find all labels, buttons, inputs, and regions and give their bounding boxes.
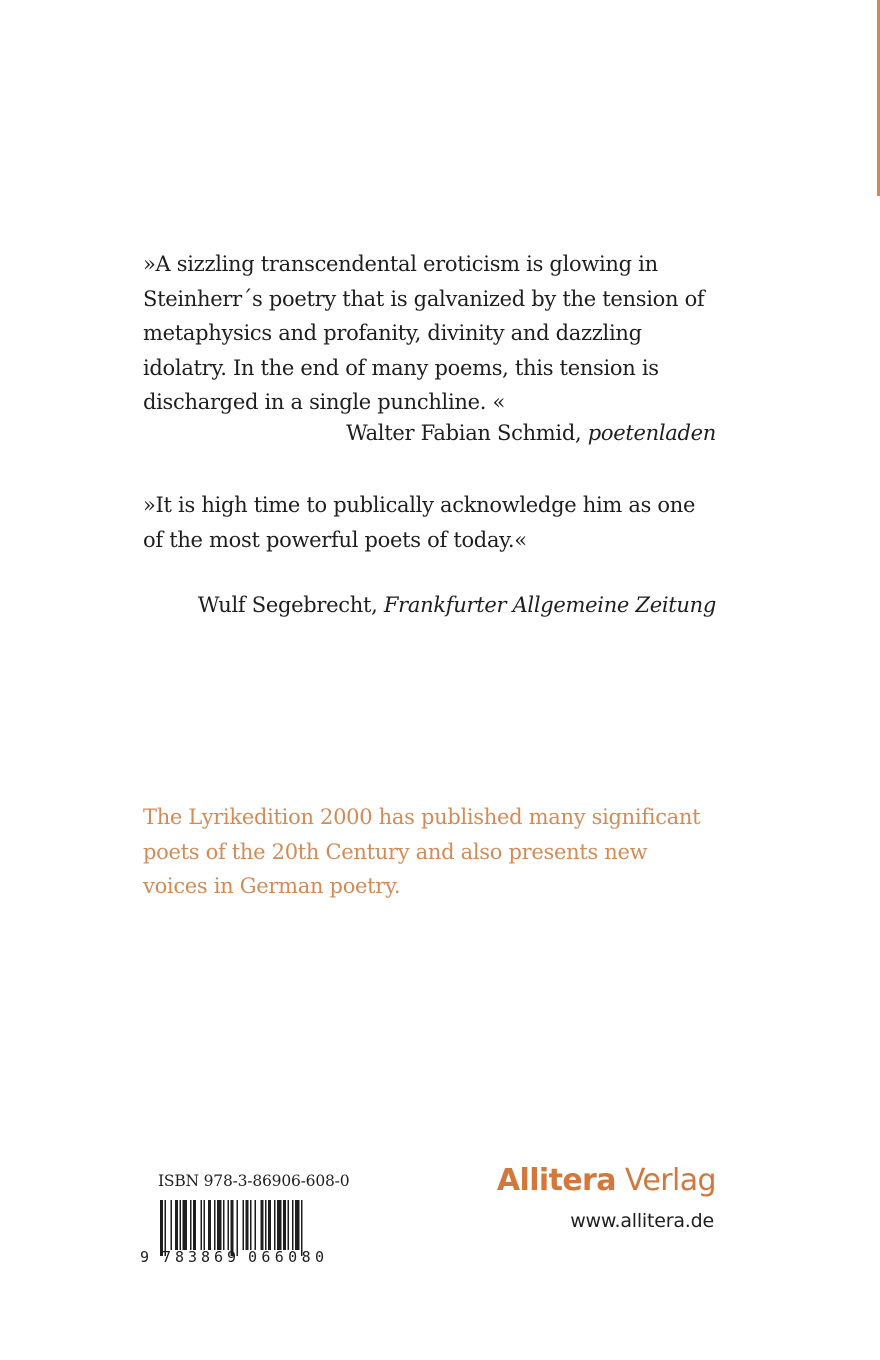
barcode-bar bbox=[180, 1200, 182, 1250]
barcode-bar bbox=[175, 1200, 178, 1250]
barcode-bar bbox=[190, 1200, 192, 1250]
publisher-website: www.allitera.de bbox=[570, 1210, 714, 1232]
barcode-bar bbox=[214, 1200, 216, 1250]
barcode-bar bbox=[295, 1200, 300, 1250]
barcode-bar bbox=[265, 1200, 267, 1250]
quote-attribution-1 bbox=[346, 421, 716, 445]
barcode-bar bbox=[288, 1200, 290, 1250]
barcode-bar bbox=[246, 1200, 249, 1250]
review-quote-2: »It is high time to publically acknowledge him as one of the most powerful poets of today.« bbox=[143, 493, 696, 552]
quote-source-1: poetenladen bbox=[587, 421, 716, 445]
barcode-bar bbox=[208, 1200, 211, 1250]
barcode-bar bbox=[243, 1200, 245, 1250]
publisher-name bbox=[497, 1163, 716, 1198]
barcode-bar bbox=[268, 1200, 271, 1250]
barcode-bar bbox=[237, 1200, 239, 1256]
publisher-name-bold: Allitera bbox=[496, 1163, 616, 1198]
barcode-bar bbox=[283, 1200, 286, 1250]
barcode-bar bbox=[250, 1200, 252, 1250]
quote-author-1: Walter Fabian Schmid, bbox=[346, 421, 582, 445]
quote-author-2: Wulf Segebrecht, bbox=[197, 593, 378, 617]
barcode-bar bbox=[277, 1200, 282, 1250]
barcode-bar bbox=[217, 1200, 222, 1250]
barcode-bar bbox=[171, 1200, 173, 1250]
publisher-name-light: Verlag bbox=[624, 1163, 716, 1198]
review-quote-1: »A sizzling transcendental eroticism is glowing in Steinherr´s poetry that is galvanized by the tension of metaphysics and profanity, divinity and dazzling idolatry. In the end of many poems, this tension is discharged in a single punchline. « bbox=[143, 252, 705, 414]
barcode-first-digit: 9 bbox=[140, 1248, 150, 1266]
barcode-bar bbox=[223, 1200, 225, 1250]
isbn-label: ISBN 978-3-86906-608-0 bbox=[158, 1172, 350, 1190]
barcode-bar bbox=[201, 1200, 203, 1250]
quote-source-2: Frankfurter Allgemeine Zeitung bbox=[383, 593, 716, 617]
isbn-barcode bbox=[138, 1196, 338, 1268]
barcode-bar bbox=[183, 1200, 188, 1250]
barcode-bar bbox=[261, 1200, 264, 1250]
barcode-bar bbox=[193, 1200, 196, 1250]
barcode-left-digits: 783869 bbox=[162, 1248, 236, 1266]
barcode-bar bbox=[255, 1200, 257, 1250]
quote-attribution-2 bbox=[198, 593, 716, 617]
barcode-bar bbox=[274, 1200, 276, 1250]
barcode-right-digits: 066080 bbox=[248, 1248, 324, 1266]
barcode-bar bbox=[228, 1200, 230, 1250]
barcode-bar bbox=[292, 1200, 294, 1250]
barcode-bar bbox=[204, 1200, 206, 1250]
series-blurb: The Lyrikedition 2000 has published many significant poets of the 20th Century and also presents new voices in German poetry. bbox=[143, 805, 701, 898]
barcode-graphic bbox=[138, 1196, 338, 1268]
